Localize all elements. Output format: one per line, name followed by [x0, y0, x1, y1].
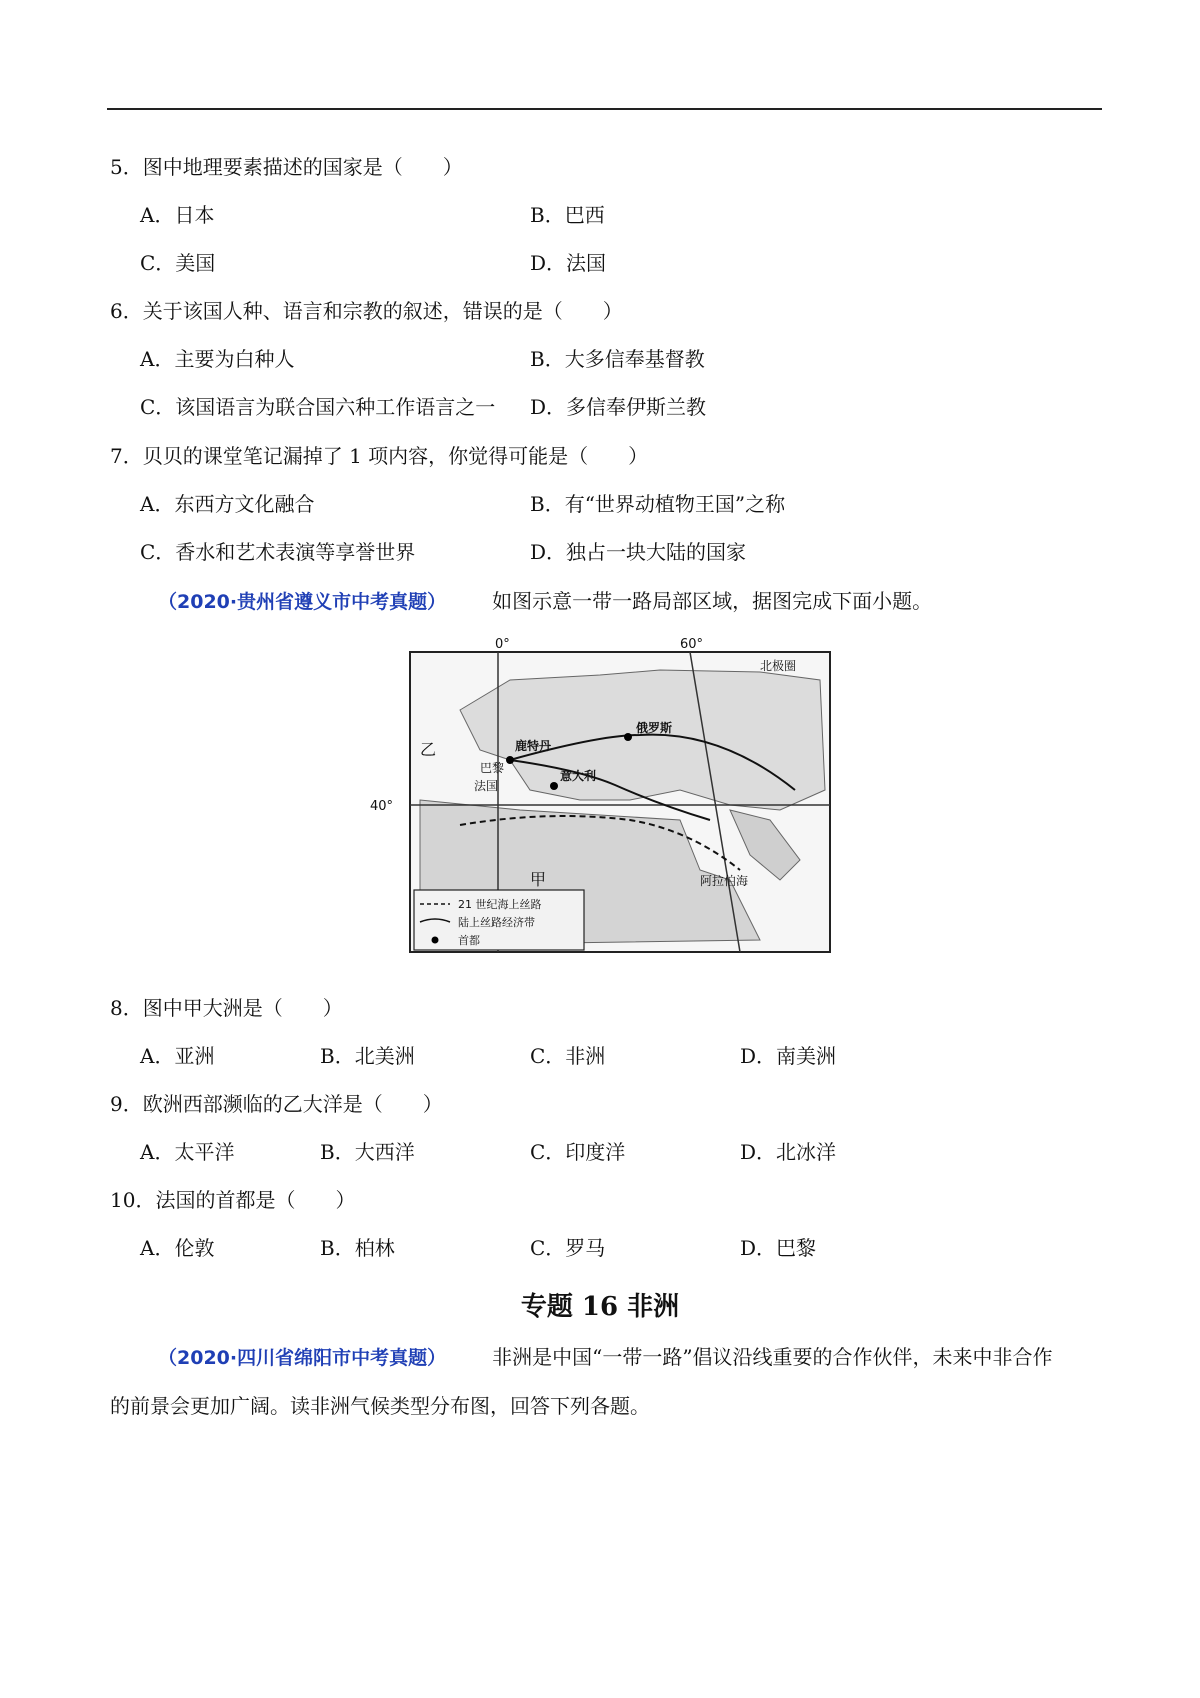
lon-label-60: 60° [680, 637, 704, 652]
q6-option-b: B．大多信奉基督教 [530, 347, 705, 371]
header-rule [107, 108, 1102, 110]
q5-option-c: C．美国 [140, 251, 216, 275]
q7-option-d: D．独占一块大陆的国家 [530, 540, 747, 564]
label-france: 法国 [474, 779, 499, 793]
q10-option-a: A．伦敦 [140, 1236, 215, 1260]
q5-option-a: A．日本 [140, 203, 215, 227]
label-arctic-circle: 北极圈 [760, 659, 797, 673]
q6-option-c: C．该国语言为联合国六种工作语言之一 [140, 395, 496, 419]
intro-paragraph-2: （2020·四川省绵阳市中考真题） 非洲是中国“一带一路”倡议沿线重要的合作伙伴，未来中非合作 [158, 1345, 1053, 1369]
label-jia: 甲 [530, 870, 547, 889]
legend-maritime-silk-road: 21 世纪海上丝路 [458, 898, 542, 911]
label-paris: 巴黎 [480, 761, 505, 775]
q9-option-b: B．大西洋 [320, 1140, 415, 1164]
capital-marker [624, 733, 632, 741]
capital-marker [506, 756, 514, 764]
q10-option-b: B．柏林 [320, 1236, 395, 1260]
section-title: 专题 16 非洲 [520, 1292, 680, 1322]
q8-option-c: C．非洲 [530, 1044, 606, 1068]
intro-paragraph-2-cont: 的前景会更加广阔。读非洲气候类型分布图，回答下列各题。 [110, 1394, 650, 1418]
q9-option-d: D．北冰洋 [740, 1140, 837, 1164]
source-tag: （2020·贵州省遵义市中考真题） [158, 591, 447, 613]
question-7: 7．贝贝的课堂笔记漏掉了 1 项内容，你觉得可能是（ ） [110, 444, 649, 468]
question-5: 5．图中地理要素描述的国家是（ ） [110, 155, 463, 179]
label-arabian-sea: 阿拉伯海 [700, 874, 749, 888]
question-9: 9．欧洲西部濒临的乙大洋是（ ） [110, 1092, 443, 1116]
q5-option-d: D．法国 [530, 251, 607, 275]
legend-capital: 首都 [458, 934, 480, 947]
lat-label-40: 40° [370, 799, 394, 814]
q5-option-b: B．巴西 [530, 203, 605, 227]
q9-option-c: C．印度洋 [530, 1140, 626, 1164]
q7-option-c: C．香水和艺术表演等享誉世界 [140, 540, 416, 564]
lon-label-0: 0° [495, 637, 510, 652]
q10-option-c: C．罗马 [530, 1236, 606, 1260]
label-russia: 俄罗斯 [636, 721, 673, 735]
q6-option-a: A．主要为白种人 [140, 347, 295, 371]
q8-option-b: B．北美洲 [320, 1044, 415, 1068]
source-tag: （2020·四川省绵阳市中考真题） [158, 1347, 447, 1369]
intro-paragraph-1: （2020·贵州省遵义市中考真题） 如图示意一带一路局部区域，据图完成下面小题。 [158, 589, 933, 613]
q8-option-d: D．南美洲 [740, 1044, 837, 1068]
q9-option-a: A．太平洋 [140, 1140, 235, 1164]
label-yi: 乙 [420, 740, 437, 759]
question-6: 6．关于该国人种、语言和宗教的叙述，错误的是（ ） [110, 299, 623, 323]
label-italy: 意大利 [560, 769, 597, 783]
capital-marker [550, 782, 558, 790]
q10-option-d: D．巴黎 [740, 1236, 817, 1260]
legend-land-silk-road: 陆上丝路经济带 [458, 916, 535, 929]
q8-option-a: A．亚洲 [140, 1044, 215, 1068]
q7-option-b: B．有“世界动植物王国”之称 [530, 492, 786, 516]
question-10: 10．法国的首都是（ ） [110, 1188, 356, 1212]
q7-option-a: A．东西方文化融合 [140, 492, 315, 516]
question-8: 8．图中甲大洲是（ ） [110, 996, 343, 1020]
q6-option-d: D．多信奉伊斯兰教 [530, 395, 707, 419]
label-rotterdam: 鹿特丹 [515, 739, 552, 753]
belt-road-map [370, 637, 840, 970]
